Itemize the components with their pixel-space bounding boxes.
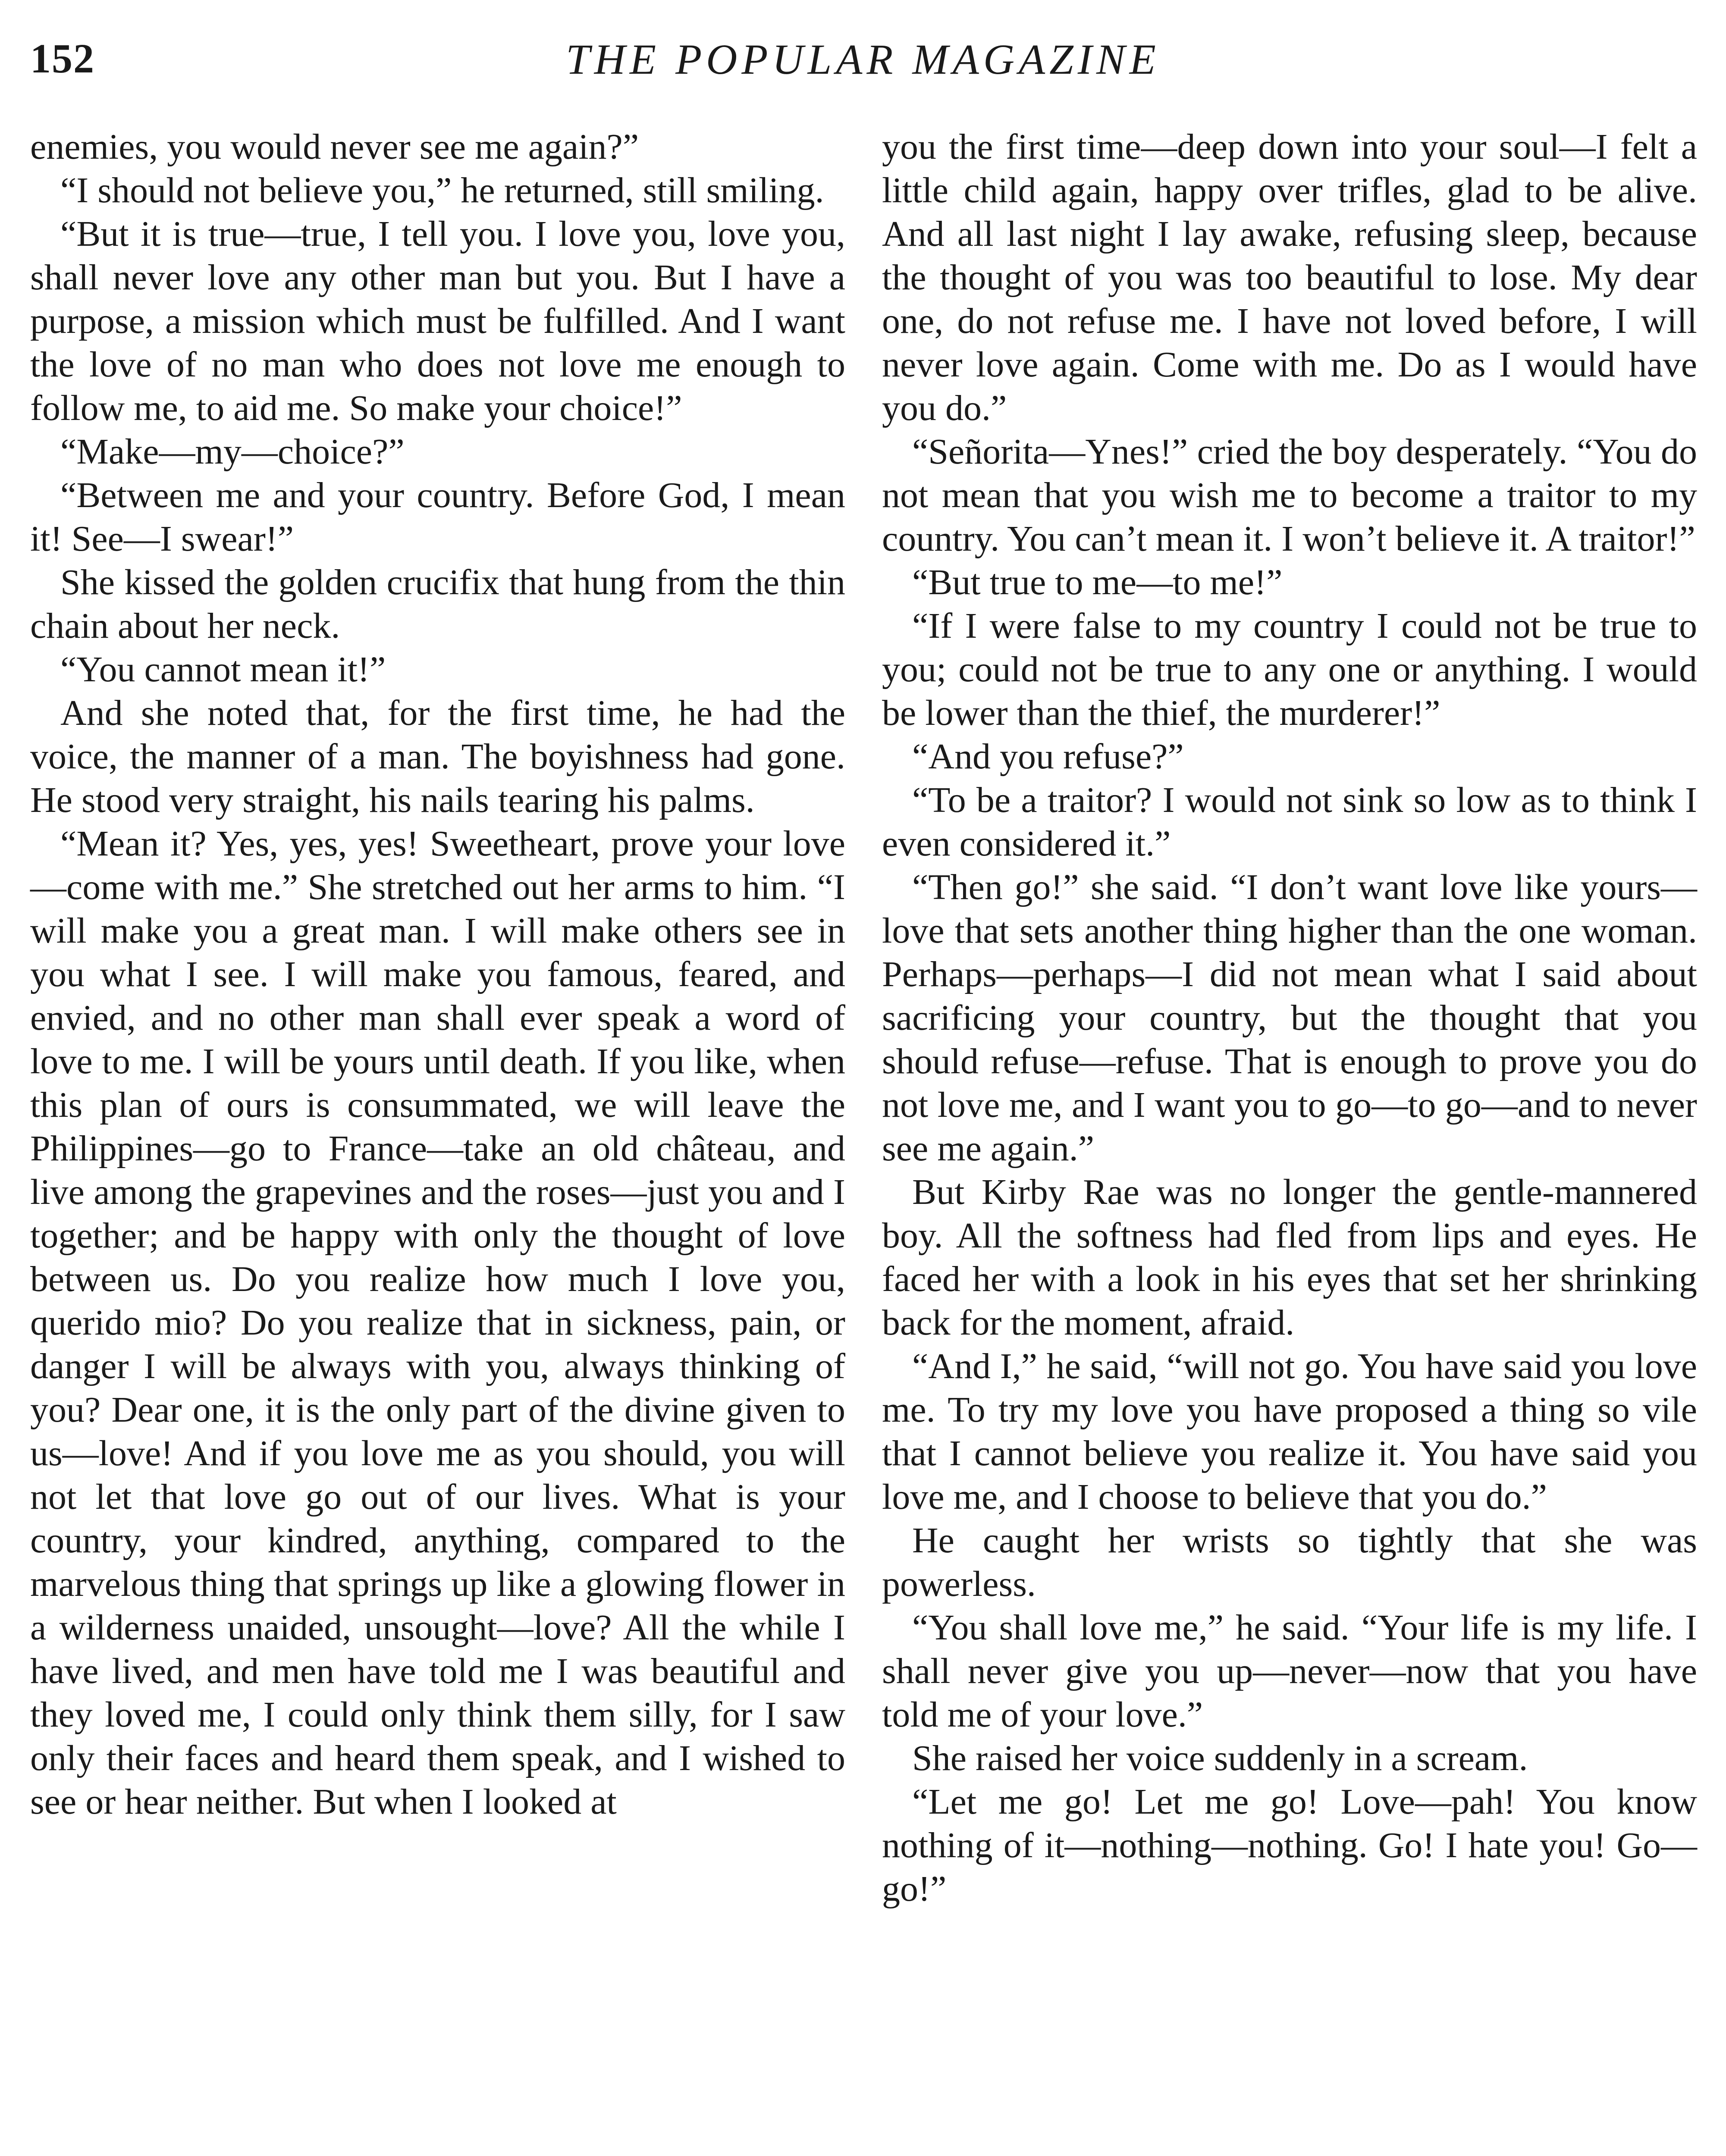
paragraph: She kissed the golden crucifix that hung from the thin chain about her neck. — [30, 562, 845, 646]
right-column — [882, 125, 1697, 1911]
paragraph: “Make—my—choice?” — [60, 432, 405, 472]
paragraph: enemies, you would never see me again?” — [30, 127, 639, 167]
paragraph: “To be a traitor? I would not sink so low as to think I even considered it.” — [882, 780, 1697, 864]
paragraph: “If I were false to my country I could not be true to you; could not be true to any one or anything. I would be lower than the thief, the murderer!” — [882, 606, 1697, 733]
paragraph: He caught her wrists so tightly that she was powerless. — [882, 1520, 1697, 1604]
paragraph: “You cannot mean it!” — [60, 649, 386, 689]
paragraph: But Kirby Rae was no longer the gentle-mannered boy. All the softness had fled from lips and eyes. He faced her with a look in his eyes that set her shrinking back for the moment, afraid. — [882, 1172, 1697, 1343]
page-header — [30, 26, 1696, 95]
paragraph: “And I,” he said, “will not go. You have said you love me. To try my love you have proposed a thing so vile that I cannot believe you realize it. You have said you love me, and I choose to believe that you do.” — [882, 1346, 1697, 1517]
paragraph: “Señorita—Ynes!” cried the boy desperately. “You do not mean that you wish me to become a traitor to my country. You can’t mean it. I won’t believe it. A traitor!” — [882, 432, 1697, 559]
paragraph: you the first time—deep down into your soul—I felt a little child again, happy over trifles, glad to be alive. And all last night I lay awake, refusing sleep, because the thought of you was too beautiful to lose. My dear one, do not refuse me. I have not loved before, I will never love again. Come with me. Do as I would have you do.” — [882, 127, 1697, 428]
paragraph: “Then go!” she said. “I don’t want love like yours—love that sets another thing higher than the one woman. Perhaps—perhaps—I did not mean what I said about sacrificing your country, but the thought that you should refuse—refuse. That is enough to prove you do not love me, and I want you to go—to go—and to never see me again.” — [882, 867, 1697, 1169]
paragraph: “Between me and your country. Before God, I mean it! See—I swear!” — [30, 475, 845, 559]
left-column — [30, 125, 845, 1824]
page-number: 152 — [30, 35, 95, 81]
paragraph: “And you refuse?” — [912, 736, 1184, 777]
paragraph: “But it is true—true, I tell you. I love you, love you, shall never love any other man but you. But I have a purpose, a mission which must be fulfilled. And I want the love of no man who does not love me enough to follow me, to aid me. So make your choice!” — [30, 214, 845, 428]
paragraph: “But true to me—to me!” — [912, 562, 1283, 602]
magazine-title: THE POPULAR MAGAZINE — [566, 35, 1160, 83]
paragraph: “I should not believe you,” he returned, still smiling. — [60, 170, 824, 210]
paragraph: She raised her voice suddenly in a scream. — [912, 1738, 1528, 1778]
paragraph: “Mean it? Yes, yes, yes! Sweetheart, prove your love—come with me.” She stretched out her arms to him. “I will make you a great man. I will make others see in you what I see. I will make you famous, feared, and envied, and no other man shall ever speak a word of love to me. I will be yours until death. If you like, when this plan of ours is consummated, we will leave the Philippines—go to France—take an old château, and live among the grapevines and the roses—just you and I together; and be happy with only the thought of love between us. Do you realize how much I love you, querido mio? Do you realize that in sickness, pain, or danger I will be always with you, always thinking of you? Dear one, it is the only part of the divine given to us—love! And if you love me as you should, you will not let that love go out of our lives. What is your country, your kindred, anything, compared to the marvelous thing that springs up like a glowing flower in a wilderness unaided, unsought—love? All the while I have lived, and men have told me I was beautiful and they loved me, I could only think them silly, for I saw only their faces and heard them speak, and I wished to see or hear neither. But when I looked at — [30, 824, 845, 1822]
paragraph: “You shall love me,” he said. “Your life is my life. I shall never give you up—never—now that you have told me of your love.” — [882, 1608, 1697, 1735]
paragraph: And she noted that, for the first time, he had the voice, the manner of a man. The boyishness had gone. He stood very straight, his nails tearing his palms. — [30, 693, 845, 820]
paragraph: “Let me go! Let me go! Love—pah! You know nothing of it—nothing—nothing. Go! I hate you! Go—go!” — [882, 1782, 1697, 1909]
